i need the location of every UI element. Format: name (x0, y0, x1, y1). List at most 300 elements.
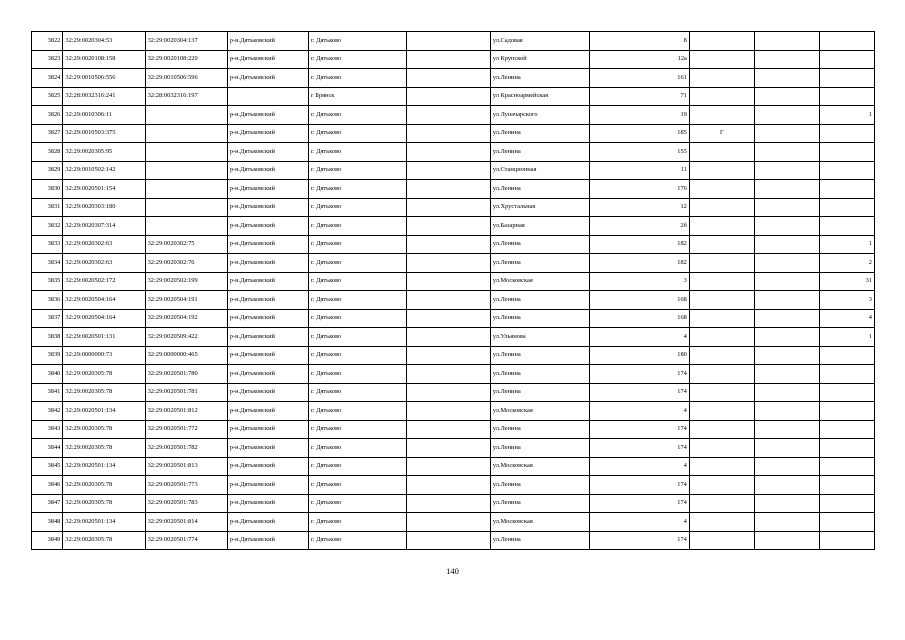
house-number-cell: 2б (590, 217, 690, 236)
building-cell (754, 291, 819, 310)
row-number-cell: 3829 (32, 161, 63, 180)
building-cell (754, 346, 819, 365)
house-number-cell: 12 (590, 198, 690, 217)
corpus-cell (689, 180, 754, 199)
district-cell: р-н.Дятьковский (227, 106, 308, 125)
house-number-cell: 11 (590, 161, 690, 180)
house-number-cell: 174 (590, 476, 690, 495)
building-cell (754, 365, 819, 384)
flat-number-cell: 3 (819, 291, 874, 310)
flat-number-cell (819, 365, 874, 384)
locality-cell: г. Дятьково (309, 439, 407, 458)
locality-cell: г. Дятьково (309, 309, 407, 328)
table-row (32, 272, 875, 291)
table-row (32, 217, 875, 236)
locality-cell: г. Дятьково (309, 161, 407, 180)
street-cell: ул.Ленина (490, 439, 590, 458)
object-number-cell: 32:29:0020501:773 (145, 476, 227, 495)
district-cell: р-н.Дятьковский (227, 328, 308, 347)
cadastral-number-cell: 32:29:0020303:180 (63, 198, 145, 217)
row-number-cell: 3833 (32, 235, 63, 254)
corpus-cell (689, 50, 754, 69)
locality-cell: г. Дятьково (309, 365, 407, 384)
corpus-cell (689, 476, 754, 495)
locality-cell: г. Дятьково (309, 476, 407, 495)
street-cell: ул.Ленина (490, 531, 590, 550)
street-cell: ул.Московская (490, 402, 590, 421)
row-number-cell: 3827 (32, 124, 63, 143)
flat-number-cell (819, 494, 874, 513)
object-number-cell: 32:29:0020504:192 (145, 309, 227, 328)
locality-cell: г. Дятьково (309, 180, 407, 199)
corpus-cell (689, 439, 754, 458)
object-number-cell: 32:29:0020501:783 (145, 494, 227, 513)
house-number-cell: 19 (590, 106, 690, 125)
object-number-cell: 32:29:0020501:813 (145, 457, 227, 476)
house-number-cell: 4 (590, 457, 690, 476)
house-number-cell: 155 (590, 143, 690, 162)
building-cell (754, 494, 819, 513)
corpus-cell (689, 217, 754, 236)
table-row (32, 50, 875, 69)
extra-cell (407, 457, 490, 476)
corpus-cell (689, 365, 754, 384)
street-cell: ул.Ленина (490, 180, 590, 199)
flat-number-cell (819, 87, 874, 106)
district-cell: р-н.Дятьковский (227, 161, 308, 180)
object-number-cell: 32:29:0020502:199 (145, 272, 227, 291)
flat-number-cell (819, 383, 874, 402)
district-cell: р-н.Дятьковский (227, 457, 308, 476)
extra-cell (407, 365, 490, 384)
flat-number-cell (819, 32, 874, 51)
flat-number-cell: 1 (819, 328, 874, 347)
street-cell: ул.Базарная (490, 217, 590, 236)
table-row (32, 87, 875, 106)
district-cell: р-н.Дятьковский (227, 439, 308, 458)
table-row (32, 383, 875, 402)
row-number-cell: 3822 (32, 32, 63, 51)
corpus-cell: Г (689, 124, 754, 143)
extra-cell (407, 161, 490, 180)
object-number-cell: 32:29:0020504:191 (145, 291, 227, 310)
cadastral-number-cell: 32:29:0020501:134 (63, 513, 145, 532)
locality-cell: г. Дятьково (309, 254, 407, 273)
street-cell: ул.Ленина (490, 476, 590, 495)
registry-table (31, 31, 875, 550)
row-number-cell: 3839 (32, 346, 63, 365)
table-row (32, 235, 875, 254)
district-cell: р-н.Дятьковский (227, 402, 308, 421)
locality-cell: г. Дятьково (309, 32, 407, 51)
extra-cell (407, 235, 490, 254)
corpus-cell (689, 254, 754, 273)
flat-number-cell (819, 50, 874, 69)
corpus-cell (689, 513, 754, 532)
building-cell (754, 106, 819, 125)
district-cell: р-н.Дятьковский (227, 180, 308, 199)
street-cell: ул.Станционная (490, 161, 590, 180)
object-number-cell: 32:29:0020501:780 (145, 365, 227, 384)
cadastral-number-cell: 32:29:0020504:164 (63, 309, 145, 328)
corpus-cell (689, 143, 754, 162)
row-number-cell: 3842 (32, 402, 63, 421)
street-cell: ул Крупской (490, 50, 590, 69)
cadastral-number-cell: 32:29:0020305:95 (63, 143, 145, 162)
house-number-cell: 174 (590, 383, 690, 402)
building-cell (754, 531, 819, 550)
house-number-cell: 174 (590, 420, 690, 439)
cadastral-number-cell: 32:29:0020305:78 (63, 476, 145, 495)
corpus-cell (689, 272, 754, 291)
table-row (32, 402, 875, 421)
building-cell (754, 161, 819, 180)
locality-cell: г. Дятьково (309, 217, 407, 236)
district-cell: р-н.Дятьковский (227, 365, 308, 384)
table-row (32, 476, 875, 495)
house-number-cell: 174 (590, 494, 690, 513)
cadastral-number-cell: 32:29:0020305:78 (63, 420, 145, 439)
house-number-cell: 182 (590, 254, 690, 273)
building-cell (754, 254, 819, 273)
row-number-cell: 3830 (32, 180, 63, 199)
cadastral-number-cell: 32:29:0020305:78 (63, 531, 145, 550)
cadastral-number-cell: 32:29:0010506:556 (63, 69, 145, 88)
object-number-cell: 32:29:0020304:137 (145, 32, 227, 51)
corpus-cell (689, 457, 754, 476)
extra-cell (407, 439, 490, 458)
corpus-cell (689, 383, 754, 402)
cadastral-number-cell: 32:29:0010503:375 (63, 124, 145, 143)
corpus-cell (689, 69, 754, 88)
page-number: 140 (446, 566, 459, 576)
extra-cell (407, 254, 490, 273)
corpus-cell (689, 531, 754, 550)
table-row (32, 254, 875, 273)
extra-cell (407, 198, 490, 217)
corpus-cell (689, 87, 754, 106)
locality-cell: г Брянск (309, 87, 407, 106)
building-cell (754, 87, 819, 106)
row-number-cell: 3837 (32, 309, 63, 328)
district-cell: р-н.Дятьковский (227, 217, 308, 236)
district-cell: р-н.Дятьковский (227, 272, 308, 291)
extra-cell (407, 180, 490, 199)
locality-cell: г. Дятьково (309, 235, 407, 254)
flat-number-cell (819, 217, 874, 236)
flat-number-cell (819, 198, 874, 217)
corpus-cell (689, 235, 754, 254)
row-number-cell: 3834 (32, 254, 63, 273)
building-cell (754, 180, 819, 199)
extra-cell (407, 309, 490, 328)
registry-body (32, 32, 875, 550)
district-cell: р-н.Дятьковский (227, 383, 308, 402)
cadastral-number-cell: 32:29:0020305:78 (63, 439, 145, 458)
extra-cell (407, 291, 490, 310)
house-number-cell: 3 (590, 272, 690, 291)
extra-cell (407, 476, 490, 495)
locality-cell: г. Дятьково (309, 531, 407, 550)
flat-number-cell (819, 124, 874, 143)
corpus-cell (689, 106, 754, 125)
cadastral-number-cell: 32:28:0032316:241 (63, 87, 145, 106)
object-number-cell: 32:29:0020501:774 (145, 531, 227, 550)
object-number-cell: 32:29:0020501:772 (145, 420, 227, 439)
extra-cell (407, 217, 490, 236)
locality-cell: г. Дятьково (309, 291, 407, 310)
extra-cell (407, 420, 490, 439)
extra-cell (407, 328, 490, 347)
row-number-cell: 3843 (32, 420, 63, 439)
cadastral-number-cell: 32:29:0010306:11 (63, 106, 145, 125)
locality-cell: г. Дятьково (309, 106, 407, 125)
street-cell: ул.Ленина (490, 383, 590, 402)
building-cell (754, 69, 819, 88)
district-cell: р-н.Дятьковский (227, 235, 308, 254)
building-cell (754, 439, 819, 458)
district-cell: р-н.Дятьковский (227, 309, 308, 328)
district-cell: р-н.Дятьковский (227, 291, 308, 310)
extra-cell (407, 272, 490, 291)
building-cell (754, 124, 819, 143)
flat-number-cell: 31 (819, 272, 874, 291)
cadastral-number-cell: 32:29:0020108:158 (63, 50, 145, 69)
flat-number-cell (819, 143, 874, 162)
extra-cell (407, 106, 490, 125)
table-row (32, 143, 875, 162)
district-cell: р-н.Дятьковский (227, 476, 308, 495)
flat-number-cell (819, 439, 874, 458)
table-row (32, 161, 875, 180)
object-number-cell: 32:29:0020302:75 (145, 235, 227, 254)
locality-cell: г. Дятьково (309, 402, 407, 421)
extra-cell (407, 513, 490, 532)
street-cell: ул.Ленина (490, 346, 590, 365)
flat-number-cell (819, 420, 874, 439)
object-number-cell (145, 198, 227, 217)
house-number-cell: 4 (590, 328, 690, 347)
street-cell: ул.Ленина (490, 143, 590, 162)
extra-cell (407, 346, 490, 365)
locality-cell: г. Дятьково (309, 198, 407, 217)
flat-number-cell (819, 346, 874, 365)
object-number-cell (145, 161, 227, 180)
row-number-cell: 3836 (32, 291, 63, 310)
street-cell: ул Луначарского (490, 106, 590, 125)
table-row (32, 124, 875, 143)
object-number-cell: 32:29:0020302:76 (145, 254, 227, 273)
corpus-cell (689, 328, 754, 347)
building-cell (754, 32, 819, 51)
district-cell: р-н.Дятьковский (227, 420, 308, 439)
district-cell: р-н.Дятьковский (227, 32, 308, 51)
table-row (32, 32, 875, 51)
object-number-cell: 32:29:0020509:422 (145, 328, 227, 347)
house-number-cell: 4 (590, 402, 690, 421)
flat-number-cell (819, 180, 874, 199)
cadastral-number-cell: 32:29:0020504:164 (63, 291, 145, 310)
cadastral-number-cell: 32:29:0020305:78 (63, 365, 145, 384)
street-cell: ул.Ленина (490, 235, 590, 254)
house-number-cell: 168 (590, 291, 690, 310)
district-cell: р-н.Дятьковский (227, 531, 308, 550)
corpus-cell (689, 346, 754, 365)
object-number-cell: 32:29:0020501:814 (145, 513, 227, 532)
district-cell: р-н.Дятьковский (227, 143, 308, 162)
house-number-cell: 185 (590, 124, 690, 143)
cadastral-number-cell: 32:29:0020302:63 (63, 254, 145, 273)
object-number-cell: 32:29:0020108:220 (145, 50, 227, 69)
building-cell (754, 272, 819, 291)
object-number-cell: 32:29:0020501:781 (145, 383, 227, 402)
row-number-cell: 3846 (32, 476, 63, 495)
locality-cell: г. Дятьково (309, 272, 407, 291)
extra-cell (407, 69, 490, 88)
table-row (32, 365, 875, 384)
house-number-cell: 8 (590, 32, 690, 51)
row-number-cell: 3828 (32, 143, 63, 162)
street-cell: ул.Ульянова (490, 328, 590, 347)
table-row (32, 69, 875, 88)
row-number-cell: 3844 (32, 439, 63, 458)
table-row (32, 180, 875, 199)
cadastral-number-cell: 32:29:0000000:73 (63, 346, 145, 365)
house-number-cell: 174 (590, 531, 690, 550)
cadastral-number-cell: 32:29:0020305:78 (63, 494, 145, 513)
cadastral-number-cell: 32:29:0020302:63 (63, 235, 145, 254)
cadastral-number-cell: 32:29:0020304:53 (63, 32, 145, 51)
street-cell: ул.Ленина (490, 254, 590, 273)
locality-cell: г. Дятьково (309, 328, 407, 347)
object-number-cell (145, 217, 227, 236)
table-row (32, 291, 875, 310)
building-cell (754, 420, 819, 439)
locality-cell: г. Дятьково (309, 513, 407, 532)
row-number-cell: 3849 (32, 531, 63, 550)
street-cell: ул Красноармейская (490, 87, 590, 106)
row-number-cell: 3825 (32, 87, 63, 106)
locality-cell: г. Дятьково (309, 50, 407, 69)
row-number-cell: 3845 (32, 457, 63, 476)
object-number-cell (145, 106, 227, 125)
table-row (32, 531, 875, 550)
street-cell: ул.Московская (490, 272, 590, 291)
flat-number-cell (819, 513, 874, 532)
corpus-cell (689, 420, 754, 439)
building-cell (754, 198, 819, 217)
object-number-cell: 32:28:0032316:197 (145, 87, 227, 106)
building-cell (754, 513, 819, 532)
corpus-cell (689, 291, 754, 310)
table-row (32, 346, 875, 365)
street-cell: ул.Ленина (490, 309, 590, 328)
flat-number-cell: 1 (819, 235, 874, 254)
extra-cell (407, 494, 490, 513)
row-number-cell: 3835 (32, 272, 63, 291)
house-number-cell: 180 (590, 346, 690, 365)
street-cell: ул.Ленина (490, 291, 590, 310)
district-cell: р-н.Дятьковский (227, 254, 308, 273)
extra-cell (407, 383, 490, 402)
cadastral-number-cell: 32:29:0020307:314 (63, 217, 145, 236)
district-cell: р-н.Дятьковский (227, 346, 308, 365)
house-number-cell: 161 (590, 69, 690, 88)
cadastral-number-cell: 32:29:0020501:134 (63, 457, 145, 476)
table-row (32, 198, 875, 217)
row-number-cell: 3840 (32, 365, 63, 384)
street-cell: ул.Хрустальная (490, 198, 590, 217)
street-cell: ул.Ленина (490, 420, 590, 439)
locality-cell: г. Дятьково (309, 457, 407, 476)
house-number-cell: 12а (590, 50, 690, 69)
street-cell: ул.Садовая (490, 32, 590, 51)
corpus-cell (689, 309, 754, 328)
flat-number-cell (819, 161, 874, 180)
extra-cell (407, 531, 490, 550)
house-number-cell: 174 (590, 439, 690, 458)
extra-cell (407, 50, 490, 69)
extra-cell (407, 87, 490, 106)
flat-number-cell: 4 (819, 309, 874, 328)
locality-cell: г. Дятьково (309, 69, 407, 88)
table-row (32, 494, 875, 513)
street-cell: ул.Московская (490, 513, 590, 532)
table-row (32, 106, 875, 125)
street-cell: ул.Ленина (490, 69, 590, 88)
row-number-cell: 3847 (32, 494, 63, 513)
cadastral-number-cell: 32:29:0010502:142 (63, 161, 145, 180)
cadastral-number-cell: 32:29:0020501:134 (63, 402, 145, 421)
building-cell (754, 457, 819, 476)
row-number-cell: 3848 (32, 513, 63, 532)
locality-cell: г. Дятьково (309, 494, 407, 513)
extra-cell (407, 32, 490, 51)
object-number-cell: 32:29:0010506:596 (145, 69, 227, 88)
street-cell: ул.Ленина (490, 365, 590, 384)
object-number-cell (145, 124, 227, 143)
object-number-cell: 32:29:0000000:465 (145, 346, 227, 365)
building-cell (754, 143, 819, 162)
object-number-cell: 32:29:0020501:782 (145, 439, 227, 458)
street-cell: ул.Ленина (490, 124, 590, 143)
district-cell: р-н.Дятьковский (227, 50, 308, 69)
table-row (32, 439, 875, 458)
corpus-cell (689, 402, 754, 421)
locality-cell: г. Дятьково (309, 383, 407, 402)
corpus-cell (689, 198, 754, 217)
building-cell (754, 217, 819, 236)
building-cell (754, 50, 819, 69)
flat-number-cell (819, 402, 874, 421)
cadastral-number-cell: 32:29:0020501:154 (63, 180, 145, 199)
house-number-cell: 168 (590, 309, 690, 328)
cadastral-number-cell: 32:29:0020305:78 (63, 383, 145, 402)
flat-number-cell (819, 531, 874, 550)
locality-cell: г. Дятьково (309, 346, 407, 365)
house-number-cell: 176 (590, 180, 690, 199)
flat-number-cell: 2 (819, 254, 874, 273)
row-number-cell: 3838 (32, 328, 63, 347)
corpus-cell (689, 32, 754, 51)
object-number-cell: 32:29:0020501:812 (145, 402, 227, 421)
row-number-cell: 3826 (32, 106, 63, 125)
building-cell (754, 383, 819, 402)
table-row (32, 457, 875, 476)
district-cell: р-н.Дятьковский (227, 513, 308, 532)
house-number-cell: 71 (590, 87, 690, 106)
object-number-cell (145, 180, 227, 199)
